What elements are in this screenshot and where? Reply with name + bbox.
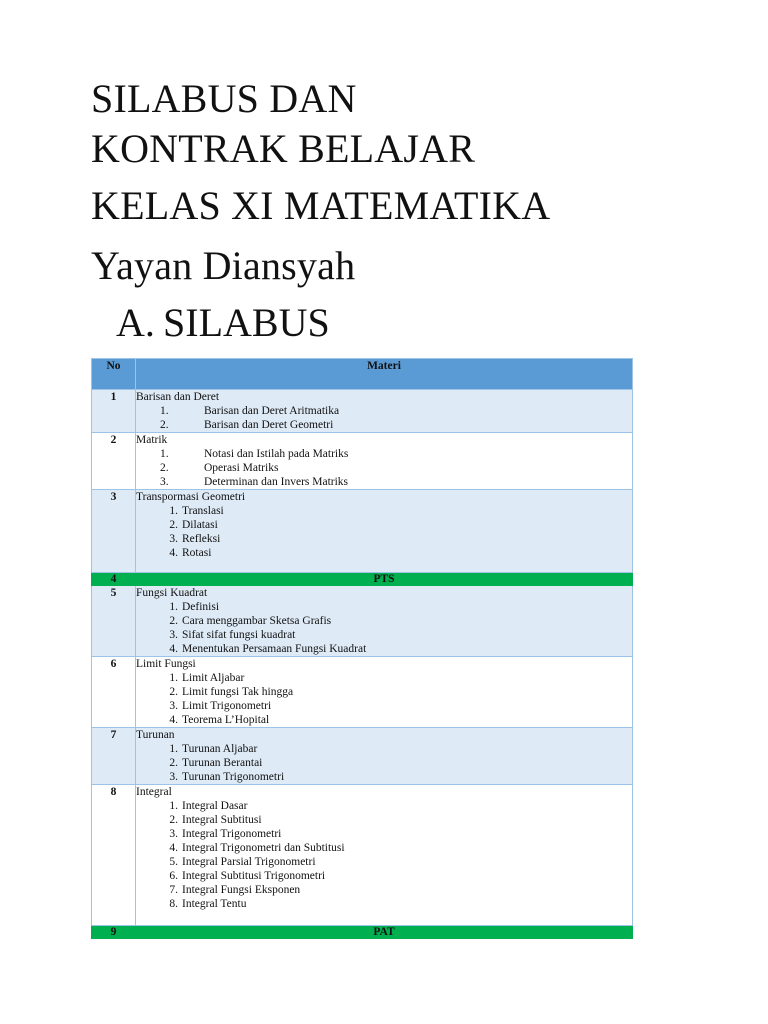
- topic-title: Matrik: [136, 434, 168, 446]
- subtopic-text: Refleksi: [182, 533, 221, 545]
- subtopic-item: [136, 504, 632, 518]
- subtopic-item: [136, 447, 632, 461]
- subtopic-text: Teorema L’Hopital: [182, 714, 270, 726]
- row-number: 4: [92, 573, 136, 586]
- exam-label: PAT: [136, 926, 633, 939]
- subtopic-item: [136, 742, 632, 756]
- subtopic-number: 4.: [169, 643, 178, 655]
- table-row: [92, 390, 633, 433]
- subtopic-number: 5.: [169, 856, 178, 868]
- subtopic-list: [136, 504, 632, 560]
- subtopic-text: Integral Parsial Trigonometri: [182, 856, 316, 868]
- header-no: No: [92, 359, 136, 390]
- subtopic-number: 4.: [169, 547, 178, 559]
- subtopic-item: [136, 614, 632, 628]
- subtopic-item: [136, 628, 632, 642]
- subtopic-list: [136, 671, 632, 727]
- subtopic-number: 3.: [169, 828, 178, 840]
- subtopic-number: 1.: [169, 601, 178, 613]
- subtopic-text: Integral Dasar: [182, 800, 248, 812]
- subtopic-item: [136, 799, 632, 813]
- subtopic-number: 2.: [169, 519, 178, 531]
- section-heading: [116, 300, 330, 345]
- section-letter: A.: [116, 300, 155, 345]
- subtopic-item: [136, 756, 632, 770]
- subtopic-item: [136, 546, 632, 560]
- topic-title: Turunan: [136, 729, 175, 741]
- subtopic-number: 2.: [160, 419, 169, 431]
- subtopic-text: Integral Tentu: [182, 898, 247, 910]
- subtopic-text: Limit Aljabar: [182, 672, 245, 684]
- subtopic-item: [136, 532, 632, 546]
- subtopic-number: 2.: [169, 615, 178, 627]
- subtopic-list: [136, 742, 632, 784]
- subtopic-text: Integral Subtitusi Trigonometri: [182, 870, 326, 882]
- row-materi: [136, 728, 633, 785]
- subtopic-number: 1.: [169, 800, 178, 812]
- subtopic-list: [136, 447, 632, 489]
- subtopic-number: 1.: [160, 405, 169, 417]
- row-materi: [136, 433, 633, 490]
- subtopic-item: [136, 518, 632, 532]
- topic-title: Limit Fungsi: [136, 658, 196, 670]
- subtopic-number: 3.: [169, 771, 178, 783]
- subtopic-item: [136, 713, 632, 727]
- subtopic-item: [136, 461, 632, 475]
- row-materi: [136, 586, 633, 657]
- subtopic-text: Dilatasi: [182, 519, 218, 531]
- table-row: [92, 728, 633, 785]
- table-row: [92, 586, 633, 657]
- subtopic-number: 7.: [169, 884, 178, 896]
- row-materi: [136, 785, 633, 926]
- subtopic-text: Barisan dan Deret Aritmatika: [204, 405, 340, 417]
- subtopic-item: [136, 642, 632, 656]
- table-row: [92, 433, 633, 490]
- subtopic-item: [136, 897, 632, 911]
- subtopic-number: 4.: [169, 842, 178, 854]
- row-number: 6: [92, 657, 136, 728]
- subtopic-number: 3.: [160, 476, 169, 488]
- row-number: 1: [92, 390, 136, 433]
- subtopic-item: [136, 869, 632, 883]
- subtopic-item: [136, 855, 632, 869]
- subtopic-text: Integral Trigonometri dan Subtitusi: [182, 842, 345, 854]
- subtopic-item: [136, 685, 632, 699]
- subtopic-item: [136, 475, 632, 489]
- subtopic-text: Notasi dan Istilah pada Matriks: [204, 448, 349, 460]
- subtopic-number: 4.: [169, 714, 178, 726]
- subtopic-number: 1.: [169, 743, 178, 755]
- subtopic-text: Cara menggambar Sketsa Grafis: [182, 615, 332, 627]
- subtopic-number: 2.: [160, 462, 169, 474]
- subtopic-number: 8.: [169, 898, 178, 910]
- topic-title: Transpormasi Geometri: [136, 491, 246, 503]
- subtopic-text: Limit fungsi Tak hingga: [182, 686, 294, 698]
- subtopic-item: [136, 404, 632, 418]
- subtopic-number: 2.: [169, 686, 178, 698]
- subtopic-text: Turunan Aljabar: [182, 743, 258, 755]
- subtopic-item: [136, 418, 632, 432]
- row-materi: [136, 490, 633, 573]
- subtopic-text: Turunan Trigonometri: [182, 771, 285, 783]
- subtopic-text: Barisan dan Deret Geometri: [204, 419, 334, 431]
- subtopic-item: [136, 671, 632, 685]
- row-materi: [136, 390, 633, 433]
- subtopic-number: 3.: [169, 629, 178, 641]
- row-materi: [136, 657, 633, 728]
- subtopic-number: 3.: [169, 533, 178, 545]
- syllabus-table: [91, 358, 633, 939]
- subtopic-text: Menentukan Persamaan Fungsi Kuadrat: [182, 643, 367, 655]
- subtopic-text: Integral Trigonometri: [182, 828, 282, 840]
- subtopic-number: 6.: [169, 870, 178, 882]
- subtopic-number: 3.: [169, 700, 178, 712]
- subtopic-text: Definisi: [182, 601, 220, 613]
- subtopic-text: Integral Subtitusi: [182, 814, 262, 826]
- subtopic-text: Limit Trigonometri: [182, 700, 272, 712]
- subtopic-item: [136, 699, 632, 713]
- table-body: [92, 390, 633, 939]
- subtopic-number: 1.: [169, 505, 178, 517]
- subtopic-text: Determinan dan Invers Matriks: [204, 476, 349, 488]
- subtopic-number: 1.: [169, 672, 178, 684]
- subtopic-number: 1.: [160, 448, 169, 460]
- row-number: 7: [92, 728, 136, 785]
- section-title: SILABUS: [163, 300, 330, 345]
- row-number: 8: [92, 785, 136, 926]
- subtopic-item: [136, 841, 632, 855]
- subtopic-text: Rotasi: [182, 547, 212, 559]
- subtopic-text: Turunan Berantai: [182, 757, 263, 769]
- document-subtitle-class: KELAS XI MATEMATIKA: [91, 183, 551, 228]
- topic-title: Fungsi Kuadrat: [136, 587, 208, 599]
- row-number: 5: [92, 586, 136, 657]
- table-row: [92, 490, 633, 573]
- subtopic-item: [136, 813, 632, 827]
- subtopic-text: Integral Fungsi Eksponen: [182, 884, 301, 896]
- subtopic-number: 2.: [169, 814, 178, 826]
- subtopic-text: Sifat sifat fungsi kuadrat: [182, 629, 296, 641]
- topic-title: Integral: [136, 786, 172, 798]
- author-name: Yayan Diansyah: [91, 243, 356, 288]
- table-row: [92, 657, 633, 728]
- exam-row: [92, 926, 633, 939]
- subtopic-list: [136, 404, 632, 432]
- document-title-line-2: KONTRAK BELAJAR: [91, 126, 476, 171]
- subtopic-text: Translasi: [182, 505, 224, 517]
- row-number: 2: [92, 433, 136, 490]
- subtopic-text: Operasi Matriks: [204, 462, 279, 474]
- subtopic-list: [136, 600, 632, 656]
- table-header-row: [92, 359, 633, 390]
- table-row: [92, 785, 633, 926]
- row-number: 9: [92, 926, 136, 939]
- exam-label: PTS: [136, 573, 633, 586]
- subtopic-item: [136, 827, 632, 841]
- subtopic-item: [136, 770, 632, 784]
- exam-row: [92, 573, 633, 586]
- subtopic-list: [136, 799, 632, 911]
- row-number: 3: [92, 490, 136, 573]
- subtopic-number: 2.: [169, 757, 178, 769]
- subtopic-item: [136, 883, 632, 897]
- subtopic-item: [136, 600, 632, 614]
- header-materi: Materi: [136, 359, 633, 390]
- document-title-line-1: SILABUS DAN: [91, 76, 357, 121]
- topic-title: Barisan dan Deret: [136, 391, 220, 403]
